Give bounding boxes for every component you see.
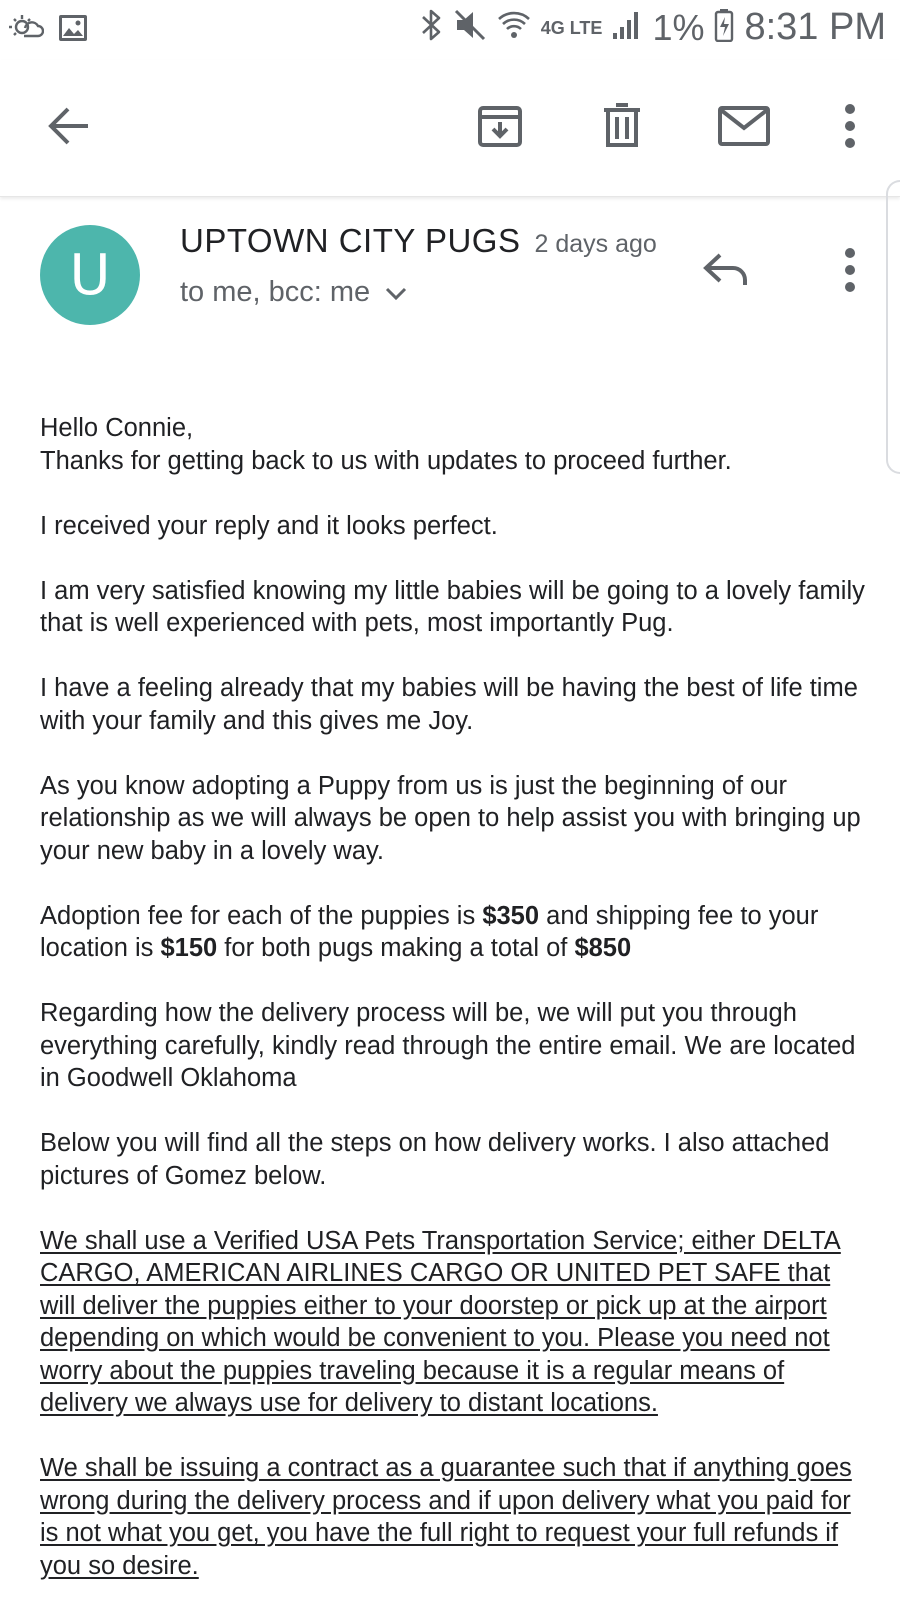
more-vert-icon	[843, 104, 857, 153]
body-paragraph: I have a feeling already that my babies will be having the best of life time with your family and this gives me Joy.	[40, 674, 858, 735]
weather-icon	[8, 12, 44, 49]
email-body	[40, 412, 870, 1615]
more-options-button[interactable]	[820, 98, 880, 158]
status-right-icons	[419, 6, 886, 49]
sender-line	[180, 222, 657, 260]
back-arrow-icon	[46, 106, 90, 151]
adoption-fee-amount: $350	[482, 901, 540, 930]
sender-name: UPTOWN CITY PUGS	[180, 222, 521, 259]
status-bar	[0, 0, 900, 60]
status-left-icons	[8, 12, 88, 49]
email-header	[0, 200, 900, 350]
mark-unread-button[interactable]	[714, 98, 774, 158]
avatar[interactable]	[40, 225, 140, 325]
recipients-toggle[interactable]	[180, 276, 408, 309]
archive-button[interactable]	[470, 98, 530, 158]
mark-unread-icon	[718, 106, 770, 151]
body-paragraph: I received your reply and it looks perfect.	[40, 511, 498, 540]
body-paragraph: Below you will find all the steps on how delivery works. I also attached pictures of Gomez below.	[40, 1129, 830, 1190]
body-paragraph: As you know adopting a Puppy from us is just the beginning of our relationship as we will always be open to help assist you with bringing up your new baby in a lovely way.	[40, 771, 861, 865]
message-more-button[interactable]	[820, 242, 880, 302]
underlined-paragraph: We shall use a Verified USA Pets Transportation Service; either DELTA CARGO, AMERICAN AIRLINES CARGO OR UNITED PET SAFE that will deliver the puppies either to your doorstep or pick up at the airport depending on which would be convenient to you. Please you need not worry about the puppies traveling because it is a regular means of delivery we always use for delivery to distant locations.	[40, 1226, 841, 1417]
total-fee-amount: $850	[574, 934, 632, 962]
sent-time: 2 days ago	[534, 230, 657, 258]
email-toolbar	[0, 60, 900, 197]
wifi-icon	[497, 8, 531, 47]
reply-icon	[702, 252, 750, 293]
bluetooth-icon	[419, 7, 443, 48]
greeting: Hello Connie,	[40, 414, 194, 442]
fee-paragraph	[40, 900, 870, 965]
underlined-paragraph: We shall be issuing a contract as a guarantee such that if anything goes wrong during the delivery process and if upon delivery what you paid for is not what you get, you have the full right to request your full refunds if you so desire.	[40, 1454, 852, 1580]
network-4g-icon: 4G LTE	[540, 17, 603, 38]
fee-text: Adoption fee for each of the puppies is	[40, 901, 483, 930]
recipients-text: to me, bcc: me	[180, 276, 371, 308]
shipping-fee-amount: $150	[160, 934, 218, 962]
chevron-down-icon	[384, 276, 408, 309]
delete-button[interactable]	[592, 98, 652, 158]
delete-icon	[602, 103, 642, 154]
archive-icon	[477, 103, 523, 154]
body-paragraph: I am very satisfied knowing my little babies will be going to a lovely family that is well experienced with pets, most importantly Pug.	[40, 576, 865, 637]
battery-percent: 1%	[652, 6, 705, 48]
fee-text: for both pugs making a total of	[217, 934, 575, 962]
back-button[interactable]	[38, 98, 98, 158]
body-paragraph: Regarding how the delivery process will be, we will put you through everything carefully, kindly read through the entire email. We are located in Goodwell Oklahoma	[40, 999, 856, 1092]
fee-text: and shipping fee to your location is	[40, 901, 819, 962]
mute-icon	[453, 8, 487, 47]
status-time: 8:31 PM	[744, 6, 886, 48]
signal-icon	[612, 9, 642, 46]
body-paragraph: Thanks for getting back to us with updates to proceed further.	[40, 446, 732, 475]
more-vert-icon	[843, 248, 857, 297]
reply-button[interactable]	[696, 242, 756, 302]
battery-icon	[714, 8, 734, 47]
image-icon	[58, 14, 88, 47]
avatar-letter: U	[69, 242, 111, 308]
